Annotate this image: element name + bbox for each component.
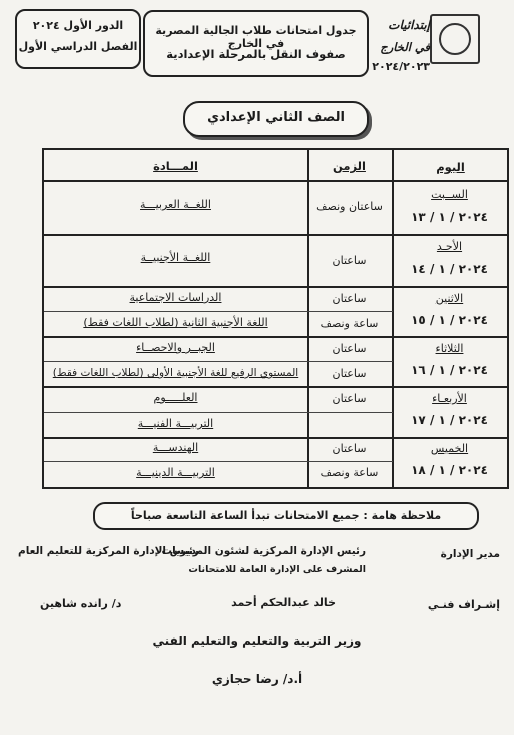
manager-title: مدير الإدارة (440, 548, 500, 560)
day-date: ٢٠٢٤ / ١ / ١٣ (411, 210, 488, 224)
exam-subject: العلـــــوم (153, 391, 198, 404)
grade-banner (183, 101, 369, 137)
exam-subject: الجبــر والاحصــاء (136, 341, 215, 354)
header-right-year: ٢٠٢٤/٢٠٢٣ (372, 60, 430, 73)
day-name: الأحـد (436, 240, 463, 253)
general-name: د/ رانده شاهين (40, 597, 122, 610)
central-title: رئيس الإدارة المركزية لشئون المديريات (161, 545, 366, 557)
header-time: الزمن (333, 159, 366, 173)
day-name: الســبت (431, 188, 468, 201)
exam-subject: اللغــة العربيـــة (140, 198, 211, 211)
minister-title: وزير التربية والتعليم والتعليم الفني (152, 634, 362, 648)
ministry-logo (430, 14, 480, 64)
exam-time: ساعتان (332, 342, 367, 355)
day-date: ٢٠٢٤ / ١ / ١٤ (411, 262, 488, 276)
day-name: الاثنين (435, 292, 464, 305)
day-date: ٢٠٢٤ / ١ / ١٧ (411, 413, 488, 427)
general-title: رئيس الإدارة المركزية للتعليم العام (18, 545, 199, 557)
exam-time: ساعة ونصف (320, 466, 379, 479)
exam-subject: اللغة الأجنبية الثانية (لطلاب اللغات فقط) (83, 316, 268, 329)
note-box (93, 502, 479, 530)
exam-time: ساعة ونصف (320, 317, 379, 330)
day-name: الخميس (430, 442, 469, 455)
exam-time: ساعتان (332, 254, 367, 267)
central-name: خالد عبدالحكم أحمد (231, 596, 336, 609)
day-name: الأربعـاء (432, 392, 467, 405)
day-date: ٢٠٢٤ / ١ / ١٥ (411, 313, 488, 327)
exam-subject: اللغــة الأجنبيــة (140, 251, 211, 264)
header-right-title: إبتدائيات (388, 18, 430, 32)
exam-time: ساعتان (332, 367, 367, 380)
header-left-box (15, 9, 141, 69)
central-subtitle: المشرف على الإدارة العامة للامتحانات (188, 564, 366, 575)
exam-subject: التربيـــة الدينيـــة (136, 466, 215, 479)
tech-supervision: إشـراف فنـي (427, 598, 500, 611)
header-left-line2: الفصل الدراسي الأول (18, 40, 138, 53)
day-date: ٢٠٢٤ / ١ / ١٦ (411, 363, 488, 377)
header-right (366, 18, 430, 73)
minister-name: أ.د/ رضا حجازي (211, 672, 303, 686)
day-name: الثلاثاء (435, 342, 464, 355)
header-subject: المـــادة (153, 159, 198, 173)
exam-table (42, 148, 509, 489)
exam-subject: التربيـــة الفنيـــة (137, 417, 214, 430)
exam-subject: الهندســـة (152, 441, 199, 454)
header-center-line1: جدول امتحانات طلاب الجالية المصرية في الخارج (155, 24, 357, 50)
note-text: ملاحظة هامة : جميع الامتحانات تبدأ الساعة التاسعة صباحاً (130, 509, 442, 522)
exam-time: ساعتان (332, 292, 367, 305)
exam-time: ساعتان ونصف (316, 200, 383, 213)
header-day: اليوم (436, 160, 465, 174)
exam-subject: الدراسات الاجتماعية (129, 291, 222, 304)
header-left-line1: الدور الأول ٢٠٢٤ (32, 19, 124, 32)
exam-subject: المستوي الرفيع للغة الأجنبية الأولى (لطلاب اللغات فقط) (52, 367, 299, 379)
exam-time: ساعتان (332, 392, 367, 405)
day-date: ٢٠٢٤ / ١ / ١٨ (411, 463, 488, 477)
grade-banner-text: الصف الثاني الإعدادي (207, 110, 345, 125)
header-right-sub: في الخارج (380, 40, 430, 54)
exam-time: ساعتان (332, 442, 367, 455)
header-center-line2: صفوف النقل بالمرحلة الإعدادية (166, 47, 346, 61)
header-center-box (143, 10, 369, 77)
